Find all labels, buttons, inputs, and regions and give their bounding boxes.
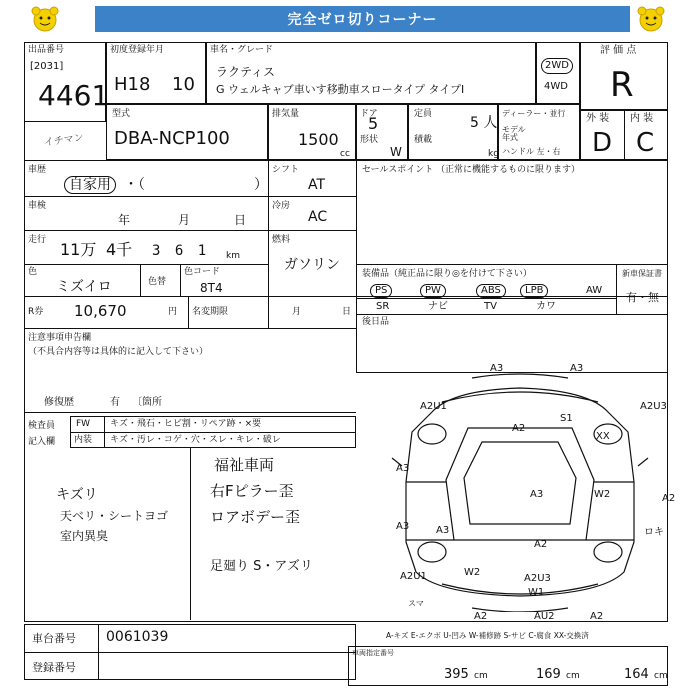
change-name-label: 名変期限 — [192, 307, 229, 317]
interior-items: キズ・汚レ・コゲ・穴・スレ・キレ・破レ — [110, 435, 281, 445]
lot-number: 4461 — [38, 79, 110, 112]
diagram-mark-23: A3 — [436, 525, 450, 536]
note-right-1: 福祉車両 — [214, 456, 275, 474]
km-unit: km — [226, 251, 240, 261]
diagram-mark-10: A3 — [396, 521, 410, 532]
change-name-month: 月 — [292, 307, 302, 317]
diagram-mark-11: W2 — [594, 489, 611, 500]
dim-width: 169 — [536, 667, 561, 682]
note-right-4: 足廻り S・アズリ — [210, 559, 313, 574]
diagram-mark-17: A2U3 — [524, 573, 551, 584]
kg-unit: kg — [488, 149, 499, 159]
fw-items: キズ・飛石・ヒビ割・リペア跡・×要 — [110, 419, 262, 429]
diagram-mark-7: XX — [596, 431, 610, 442]
recorder-label: 記入欄 — [28, 437, 56, 447]
exterior-grade: D — [592, 128, 613, 158]
dim-height-unit: cm — [654, 671, 668, 681]
chassis-label: 車台番号 — [32, 632, 76, 645]
ac-value: AC — [308, 209, 328, 225]
vehicle-check-month: 月 — [178, 213, 191, 227]
color-code-value: 8T4 — [200, 281, 223, 295]
note-right-2: 右Fピラー歪 — [210, 482, 294, 500]
door-value: 5 — [368, 114, 379, 133]
model-code: DBA-NCP100 — [114, 128, 230, 149]
recycle-label: R券 — [28, 307, 44, 317]
handle-label: ハンドル 左・右 — [502, 147, 561, 156]
paint-label: 色替 — [148, 277, 167, 287]
diagram-mark-20: AU2 — [534, 611, 555, 622]
drive-4wd: 4WD — [544, 81, 568, 92]
repair-place: 〔箇所 — [132, 397, 162, 408]
mascot-left-icon — [28, 4, 62, 34]
car-name-line1: ラクティス — [216, 65, 276, 79]
note-left-1: キズリ — [56, 487, 98, 503]
drive-2wd: 2WD — [541, 58, 573, 74]
first-reg-era: H18 — [114, 74, 151, 95]
dim-length-unit: cm — [474, 671, 488, 681]
door-label: ドア — [360, 109, 378, 119]
equipment-label: 装備品（純正品に限り◎を付けて下さい） — [362, 269, 532, 279]
mileage-man: 11万 — [60, 240, 97, 259]
rating-value: R — [610, 65, 634, 105]
warranty-value: 有・無 — [626, 291, 659, 304]
exterior-label: 外 装 — [586, 113, 610, 124]
equip-tv: TV — [484, 301, 497, 312]
diagram-mark-6: A2U3 — [640, 401, 667, 412]
equip-aw: AW — [586, 285, 603, 296]
diagram-mark-13: A2 — [534, 539, 548, 550]
fuel-label: 燃料 — [272, 235, 291, 245]
reg-label: 登録番号 — [32, 661, 76, 674]
displacement-label: 排気量 — [272, 109, 300, 119]
car-name-label: 車名・グレード — [210, 45, 274, 55]
diagram-mark-8: A3 — [396, 463, 410, 474]
yen-unit: 円 — [168, 307, 178, 317]
mascot-right-icon — [634, 4, 668, 34]
load-label: 積載 — [414, 135, 433, 145]
attach-label: 後日品 — [362, 317, 390, 327]
diagram-mark-12: A2 — [662, 493, 676, 504]
diagram-mark-21: A2 — [590, 611, 604, 622]
size-label: 車両指定番号 — [352, 649, 394, 657]
note-left-2: 天ベリ・シートヨゴ — [60, 509, 169, 523]
car-name-line2: G ウェルキャブ車いす移動車スロータイプ タイプI — [216, 83, 465, 96]
color-value: ミズイロ — [56, 279, 112, 295]
diagram-mark-22: スマ — [408, 599, 424, 608]
first-reg-month: 10 — [172, 74, 195, 95]
notice-sub: （不具合内容等は具体的に記入して下さい） — [28, 347, 209, 357]
dim-length: 395 — [444, 667, 469, 682]
shift-label: シフト — [272, 165, 300, 175]
note-right-3: ロアボデー歪 — [210, 508, 301, 526]
ac-label: 冷房 — [272, 201, 291, 211]
interior-label: 内 装 — [630, 113, 654, 124]
rating-label: 評 価 点 — [600, 45, 637, 56]
vehicle-check-day: 日 — [234, 213, 247, 227]
vehicle-check-year: 年 — [118, 213, 131, 227]
equip-abs: ABS — [476, 284, 506, 298]
mileage-label: 走行 — [28, 235, 47, 245]
mileage-digits: 3 6 1 — [152, 243, 210, 259]
lot-small-number: [2031] — [30, 61, 64, 72]
diagram-mark-2: A3 — [570, 363, 584, 374]
usage-rest: ・（ — [124, 177, 145, 193]
shift-value: AT — [308, 177, 326, 193]
displacement-value: 1500 — [298, 130, 339, 149]
note-left-3: 室内異臭 — [60, 529, 109, 543]
capacity-value: 5 人 — [470, 115, 498, 131]
inspector-label: 検査員 — [28, 421, 56, 431]
diagram-mark-1: A3 — [490, 363, 504, 374]
interior-grade: C — [636, 128, 655, 158]
recycle-value: 10,670 — [74, 302, 127, 320]
equip-pw: PW — [420, 284, 446, 298]
diagram-mark-19: A2 — [474, 611, 488, 622]
mileage-sen: 4千 — [106, 240, 133, 259]
diagram-mark-5: S1 — [560, 413, 573, 424]
equip-sr: SR — [376, 301, 390, 312]
dim-width-unit: cm — [566, 671, 580, 681]
fw-label: FW — [76, 419, 91, 429]
diagram-mark-16: W2 — [464, 567, 481, 578]
dimension-table — [348, 646, 668, 686]
model-year-label: モデル 年式 — [502, 125, 526, 142]
usage-value: 自家用 — [64, 176, 116, 194]
lot-label: 出品番号 — [28, 45, 65, 55]
usage-label: 車歴 — [28, 165, 47, 175]
warranty-label: 新車保証書 — [622, 269, 662, 278]
page-title: 完全ゼロ切りコーナー — [95, 6, 630, 32]
legend: A-キズ E-エクボ U-凹み W-補修跡 S-サビ C-腐食 XX-交換済 — [386, 631, 589, 640]
equip-leather: カワ — [536, 301, 556, 312]
diagram-mark-3: A2U1 — [420, 401, 447, 412]
notice-label: 注意事項申告欄 — [28, 333, 92, 343]
diagram-mark-9: A3 — [530, 489, 544, 500]
vehicle-check-label: 車検 — [28, 201, 47, 211]
diagram-mark-15: A2U1 — [400, 571, 427, 582]
shape-value: W — [390, 145, 402, 159]
diagram-mark-14: ロキ — [644, 527, 664, 538]
repair-value: 有 — [110, 397, 120, 408]
fuel-value: ガソリン — [284, 257, 340, 273]
cc-unit: cc — [340, 149, 350, 159]
color-label: 色 — [28, 267, 38, 277]
change-name-day: 日 — [342, 307, 352, 317]
lot-small-mark: イチマン — [43, 132, 85, 149]
shape-label: 形状 — [360, 135, 379, 145]
chassis-number: 0061039 — [106, 629, 169, 645]
dim-height: 164 — [624, 667, 649, 682]
color-code-label: 色コード — [184, 267, 221, 277]
repair-label: 修復歴 — [44, 397, 74, 408]
model-label: 型式 — [112, 109, 131, 119]
equip-navi: ナビ — [428, 301, 448, 312]
diagram-mark-18: W1 — [528, 587, 545, 598]
diagram-mark-4: A2 — [512, 423, 526, 434]
dealer-label: ディーラー・並行 — [502, 109, 566, 118]
sales-point-label: セールスポイント （正常に機能するものに限ります） — [362, 165, 581, 175]
first-reg-label: 初度登録年月 — [110, 45, 165, 55]
interior-short-label: 内装 — [74, 435, 93, 445]
equip-lpb: LPB — [520, 284, 548, 298]
equip-ps: PS — [370, 284, 392, 298]
capacity-label: 定員 — [414, 109, 433, 119]
